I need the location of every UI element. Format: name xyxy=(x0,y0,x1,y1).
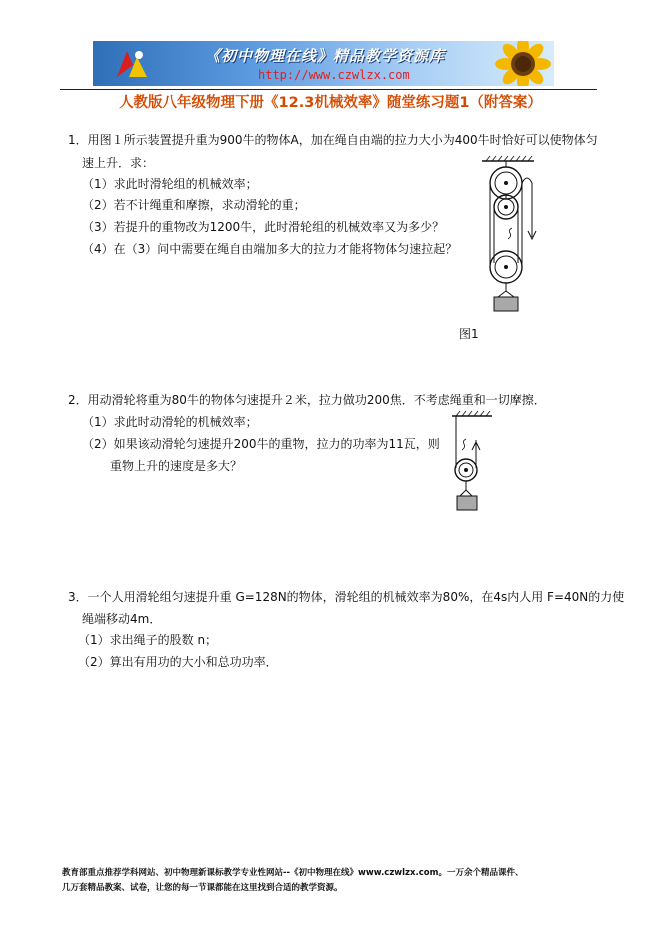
q3-item-2: （2）算出有用功的大小和总功功率． xyxy=(78,655,278,669)
page-footer xyxy=(62,866,602,896)
q1-item-1: （1）求此时滑轮组的机械效率； xyxy=(82,177,258,191)
q2-item-2: （2）如果该动滑轮匀速提升200牛的重物，拉力的功率为11瓦，则 xyxy=(82,437,440,451)
header-banner xyxy=(93,41,554,86)
pulley-system-figure-1 xyxy=(478,155,542,317)
footer-line-1: 教育部重点推荐学科网站、初中物理新课标教学专业性网站--《初中物理在线》www.czwlzx.com。一万余个精品课件、 xyxy=(62,868,524,878)
q3-line2: 绳端移动4m． xyxy=(82,612,162,626)
q1-item-3: （3）若提升的重物改为1200牛，此时滑轮组的机械效率又为多少？ xyxy=(82,220,445,234)
banner-url[interactable]: http://www.czwlzx.com xyxy=(258,68,410,82)
q1-line2: 速上升．求： xyxy=(82,156,155,170)
pulley-system-figure-2 xyxy=(448,410,496,520)
figure-1-caption: 图1 xyxy=(459,327,479,341)
q1-item-2: （2）若不计绳重和摩擦，求动滑轮的重； xyxy=(82,198,306,212)
q3-item-1: （1）求出绳子的股数 n； xyxy=(78,633,218,647)
sunflower-icon xyxy=(489,41,554,86)
q2-item-1: （1）求此时动滑轮的机械效率； xyxy=(82,415,258,429)
footer-line-2: 几万套精品教案、试卷，让您的每一节课都能在这里找到合适的教学资源。 xyxy=(62,883,343,893)
banner-title: 《初中物理在线》精品教学资源库 xyxy=(205,47,446,65)
q3-line1: 3．一个人用滑轮组匀速提升重 G=128N的物体，滑轮组的机械效率为80%，在4s内人用 F=40N的力使 xyxy=(68,590,625,604)
site-logo-icon xyxy=(113,47,153,81)
q2-line1: 2．用动滑轮将重为80牛的物体匀速提升２米，拉力做功200焦．不考虑绳重和一切摩擦． xyxy=(68,393,546,407)
q2-item-2-cont: 重物上升的速度是多大？ xyxy=(110,459,243,473)
header-divider xyxy=(60,89,597,90)
q1-line1: 1．用图１所示装置提升重为900牛的物体A，加在绳自由端的拉力大小为400牛时恰好可以使物体匀 xyxy=(68,133,598,147)
page-title: 人教版八年级物理下册《12.3机械效率》随堂练习题1（附答案） xyxy=(119,95,542,111)
q1-item-4: （4）在（3）问中需要在绳自由端加多大的拉力才能将物体匀速拉起？ xyxy=(82,242,458,256)
